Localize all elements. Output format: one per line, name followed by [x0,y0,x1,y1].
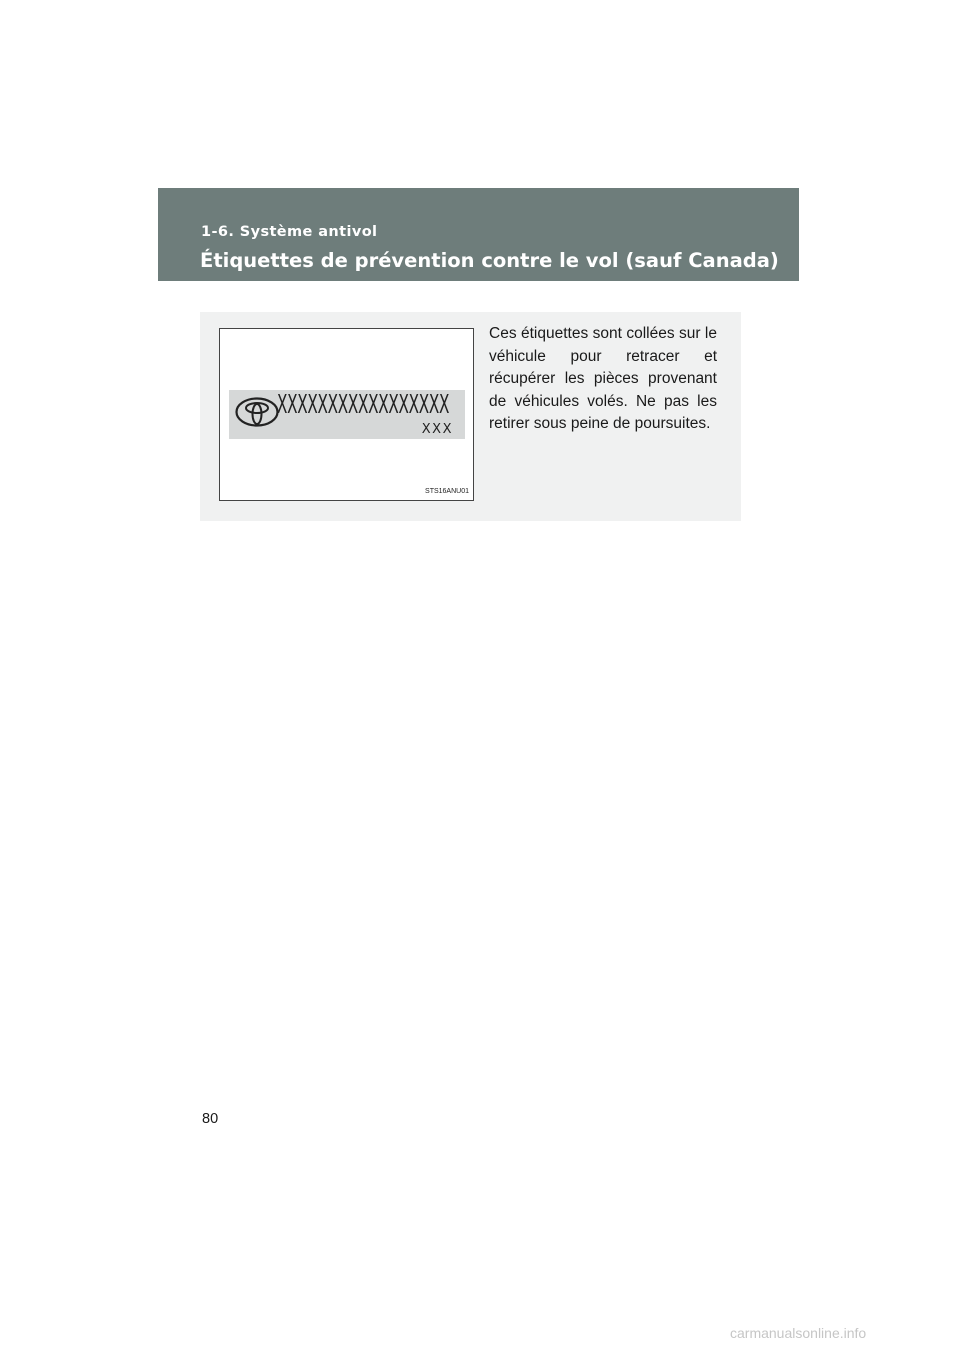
content-panel [200,312,741,521]
page-number: 80 [202,1111,219,1127]
serial-number-text: XXXXXXXXXXXXXXXXX [277,390,450,420]
section-header-band [158,188,799,281]
watermark: carmanualsonline.info [730,1325,867,1341]
description-text: Ces étiquettes sont collées sur le véhicule pour retracer et récupérer les pièces provenant de véhicules volés. Ne pas les retirer sous peine de poursuites. [489,325,717,433]
section-label: 1-6. Système antivol [201,224,378,240]
page-title: Étiquettes de prévention contre le vol (sauf Canada) [200,249,779,272]
anti-theft-label-strip [229,390,465,439]
label-illustration [219,328,474,501]
toyota-emblem-icon [235,397,279,427]
figure-code: STS16ANU01 [425,488,469,495]
label-code-text: XXX [421,422,453,437]
